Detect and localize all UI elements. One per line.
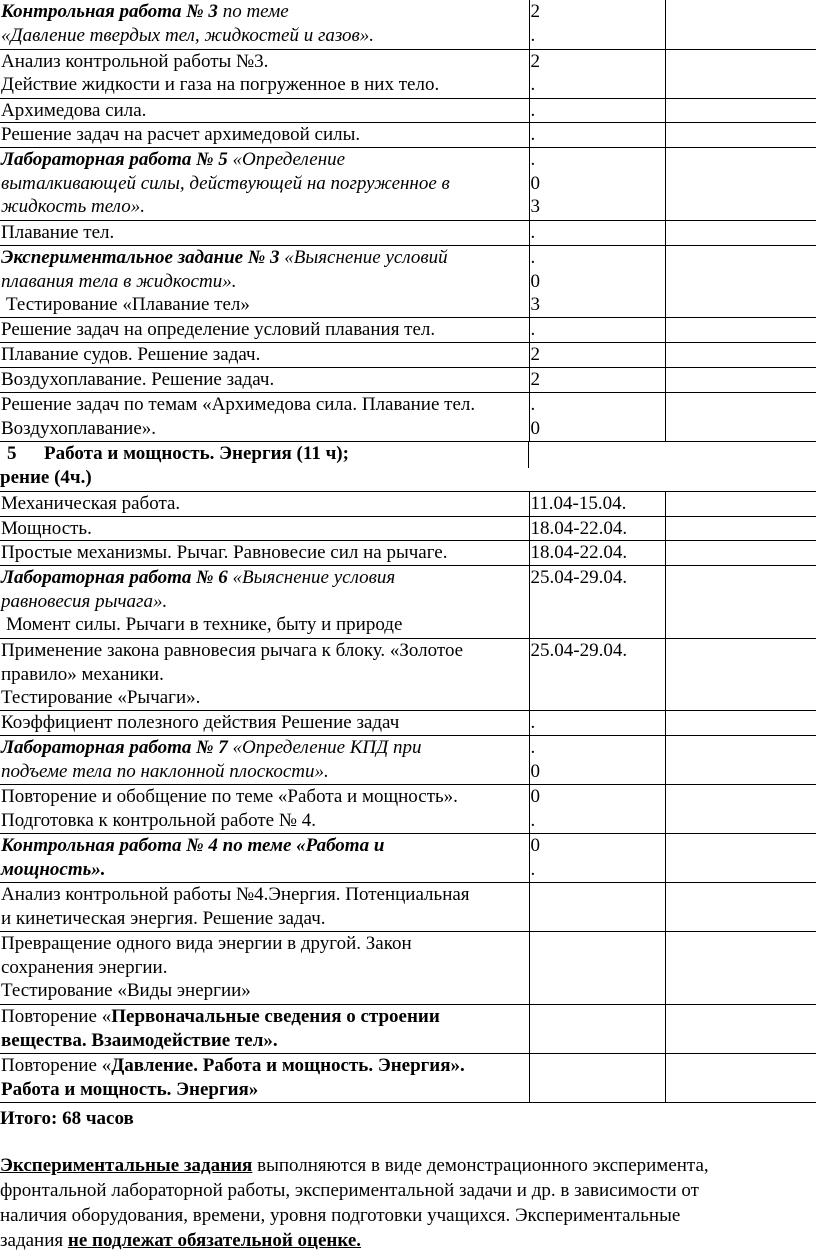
date-cell xyxy=(529,883,665,932)
note-cell xyxy=(665,49,816,98)
topic-cell: Повторение и обобщение по теме «Работа и мощность». Подготовка к контрольной работе № 4. xyxy=(0,785,529,834)
note-cell xyxy=(665,123,816,148)
topic-cell: Экспериментальное задание № 3 «Выяснение условий плавания тела в жидкости». Тестирование «Плавание тел» xyxy=(0,246,529,318)
table-row xyxy=(0,0,816,49)
table-row xyxy=(0,711,816,736)
date-cell: 2 . xyxy=(529,49,665,98)
table-row xyxy=(0,368,816,393)
topic-cell: Анализ контрольной работы №4.Энергия. Потенциальная и кинетическая энергия. Решение задач. xyxy=(0,883,529,932)
topic-cell: Решение задач на определение условий плавания тел. xyxy=(0,318,529,343)
note-cell xyxy=(665,541,816,566)
topic-cell: Лабораторная работа № 5 «Определение выталкивающей силы, действующей на погруженное в жидкость тело». xyxy=(0,148,529,221)
topic-cell: Решение задач по темам «Архимедова сила. Плавание тел. Воздухоплавание». xyxy=(0,393,529,442)
table-row xyxy=(0,1005,816,1054)
note-cell xyxy=(665,736,816,785)
table-row xyxy=(0,541,816,566)
topic-cell: Решение задач на расчет архимедовой силы. xyxy=(0,123,529,148)
experimental-tasks-note: Экспериментальные задания выполняются в виде демонстрационного эксперимента, фронтальной лабораторной работы, экспериментальной задачи и др. в зависимости от наличия оборудования, времени, уровня подготовки учащихся. Экспериментальные задания не подлежат обязательной оценке. xyxy=(0,1155,709,1251)
section-header-row xyxy=(0,442,816,492)
topic-cell: Контрольная работа № 4 по теме «Работа и мощность». xyxy=(0,834,529,883)
topic-cell: Мощность. xyxy=(0,516,529,541)
note-cell xyxy=(665,834,816,883)
table-row xyxy=(0,343,816,368)
table-row xyxy=(0,98,816,123)
topic-cell: Архимедова сила. xyxy=(0,98,529,123)
date-cell: 0 . xyxy=(529,834,665,883)
table-row xyxy=(0,566,816,639)
table-row xyxy=(0,883,816,932)
note-cell xyxy=(665,492,816,517)
date-cell: 18.04-22.04. xyxy=(529,516,665,541)
date-cell: 0 . xyxy=(529,785,665,834)
topic-cell: Лабораторная работа № 6 «Выяснение условия равновесия рычага». Момент силы. Рычаги в технике, быту и природе xyxy=(0,566,529,639)
date-cell xyxy=(529,1005,665,1054)
topic-cell: Простые механизмы. Рычаг. Равновесие сил на рычаге. xyxy=(0,541,529,566)
date-cell: 18.04-22.04. xyxy=(529,541,665,566)
date-cell: 2 . xyxy=(529,0,665,49)
table-row xyxy=(0,1054,816,1103)
date-cell: . 0 3 xyxy=(529,246,665,318)
topic-cell: Лабораторная работа № 7 «Определение КПД при подъеме тела по наклонной плоскости». xyxy=(0,736,529,785)
table-row xyxy=(0,49,816,98)
date-cell: . 0 xyxy=(529,736,665,785)
note-cell xyxy=(665,318,816,343)
table-row xyxy=(0,221,816,246)
date-cell: . xyxy=(529,221,665,246)
note-cell xyxy=(665,368,816,393)
table-row xyxy=(0,148,816,221)
note-cell xyxy=(665,932,816,1005)
date-cell xyxy=(529,932,665,1005)
table-row xyxy=(0,516,816,541)
table-row xyxy=(0,639,816,711)
note-cell xyxy=(665,566,816,639)
topic-cell: Плавание судов. Решение задач. xyxy=(0,343,529,368)
table-row xyxy=(0,736,816,785)
topic-cell: Повторение «Первоначальные сведения о строении вещества. Взаимодействие тел». xyxy=(0,1005,529,1054)
date-cell xyxy=(529,1054,665,1103)
date-cell: . xyxy=(529,98,665,123)
topic-cell: Механическая работа. xyxy=(0,492,529,517)
date-cell: . xyxy=(529,318,665,343)
date-cell: 11.04-15.04. xyxy=(529,492,665,517)
date-cell: . 0 3 xyxy=(529,148,665,221)
table-row xyxy=(0,785,816,834)
date-cell: 25.04-29.04. xyxy=(529,566,665,639)
topic-cell: Повторение «Давление. Работа и мощность. Энергия». Работа и мощность. Энергия» xyxy=(0,1054,529,1103)
table-row xyxy=(0,123,816,148)
total-hours: Итого: 68 часов xyxy=(0,1108,134,1129)
note-cell xyxy=(665,639,816,711)
table-row xyxy=(0,932,816,1005)
note-cell xyxy=(665,343,816,368)
topic-cell: Контрольная работа № 3 по теме «Давление твердых тел, жидкостей и газов». xyxy=(0,0,529,49)
date-cell: 25.04-29.04. xyxy=(529,639,665,711)
note-cell xyxy=(665,1005,816,1054)
note-cell xyxy=(665,221,816,246)
note-cell xyxy=(665,883,816,932)
date-cell: . 0 xyxy=(529,393,665,442)
topic-cell: Коэффициент полезного действия Решение задач xyxy=(0,711,529,736)
note-cell xyxy=(665,148,816,221)
table-row xyxy=(0,393,816,442)
table-row xyxy=(0,246,816,318)
topic-cell: Превращение одного вида энергии в другой. Закон сохранения энергии. Тестирование «Виды энергии» xyxy=(0,932,529,1005)
topic-cell: Воздухоплавание. Решение задач. xyxy=(0,368,529,393)
date-cell: . xyxy=(529,711,665,736)
date-cell: 2 xyxy=(529,368,665,393)
topic-cell: Плавание тел. xyxy=(0,221,529,246)
table-row xyxy=(0,492,816,517)
date-cell: 2 xyxy=(529,343,665,368)
table-row xyxy=(0,834,816,883)
note-cell xyxy=(665,516,816,541)
topic-cell: Применение закона равновесия рычага к блоку. «Золотое правило» механики. Тестирование «Рычаги». xyxy=(0,639,529,711)
note-cell xyxy=(665,393,816,442)
topic-cell: Анализ контрольной работы №3. Действие жидкости и газа на погруженное в них тело. xyxy=(0,49,529,98)
date-cell: . xyxy=(529,123,665,148)
section-header-cell: 5 Работа и мощность. Энергия (11 ч); рение (4ч.) xyxy=(0,442,816,492)
note-cell xyxy=(665,711,816,736)
table-row xyxy=(0,318,816,343)
note-cell xyxy=(665,785,816,834)
note-cell xyxy=(665,1054,816,1103)
note-cell xyxy=(665,246,816,318)
note-cell xyxy=(665,0,816,49)
note-cell xyxy=(665,98,816,123)
